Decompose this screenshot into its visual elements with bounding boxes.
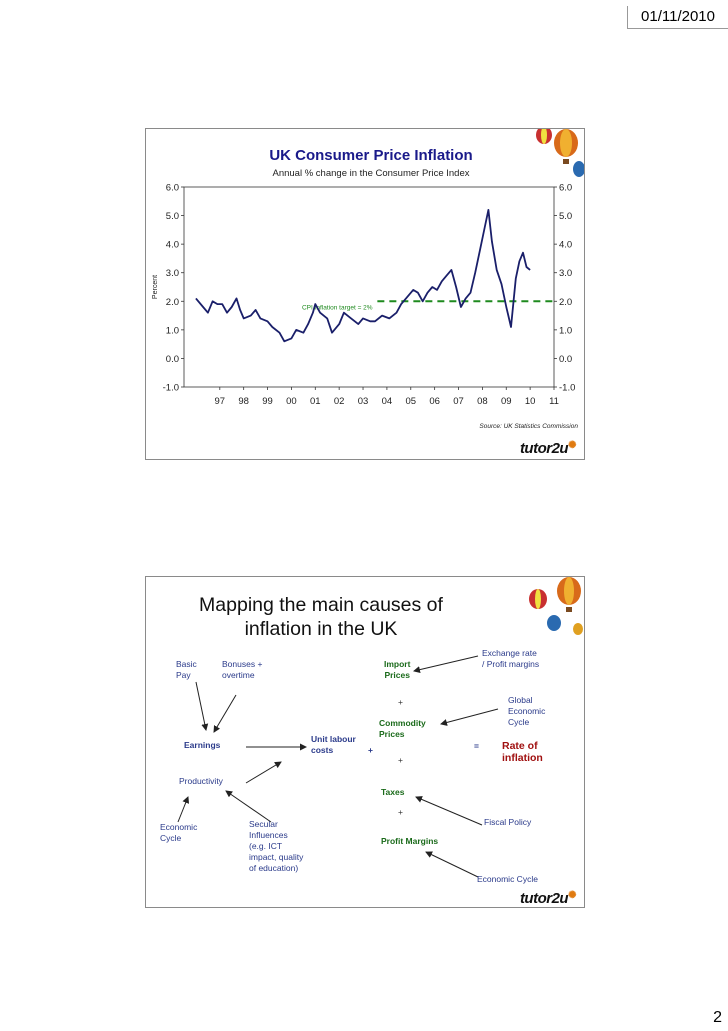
x-tick-label: 07	[453, 396, 464, 407]
sun-icon: ✺	[568, 890, 576, 901]
y-tick-label-left: 6.0	[165, 182, 179, 194]
chart-title: UK Consumer Price Inflation	[269, 147, 473, 164]
arrow-productivity-unitlabour	[246, 762, 281, 783]
y-tick-label-right: 3.0	[559, 268, 573, 280]
arrow-basic-pay-earnings	[196, 682, 206, 730]
node-basic-pay: Basic Pay	[176, 659, 197, 680]
y-tick-label-right: 2.0	[559, 296, 573, 308]
node-unit-labour-costs: Unit labour costs	[311, 734, 356, 755]
arrow-secular-productivity	[226, 791, 271, 822]
x-tick-label: 10	[524, 396, 536, 407]
node-economic-cycle-left: Economic Cycle	[160, 822, 198, 843]
x-tick-label: 00	[286, 396, 297, 407]
tutor2u-logo-text: tutor2u	[519, 440, 569, 457]
y-tick-label-left: 0.0	[165, 353, 179, 365]
x-tick-label: 11	[549, 396, 559, 407]
node-economic-cycle-right: Economic Cycle	[477, 874, 538, 884]
tutor2u-logo-text: tutor2u	[519, 890, 569, 907]
page-number: 2	[713, 1009, 722, 1026]
node-plus-3: +	[398, 807, 403, 817]
y-tick-label-left: 2.0	[165, 296, 179, 308]
x-tick-label: 01	[310, 396, 321, 407]
y-tick-label-right: 4.0	[559, 239, 573, 251]
chart-subtitle: Annual % change in the Consumer Price Index	[272, 168, 470, 179]
plot-area-frame	[184, 187, 554, 387]
arrow-exchange-import	[414, 656, 478, 671]
x-tick-label: 06	[429, 396, 440, 407]
x-tick-label: 03	[357, 396, 369, 407]
node-exchange-rate: Exchange rate / Profit margins	[482, 648, 540, 669]
x-tick-label: 05	[405, 396, 417, 407]
cpi-target-label: CPI Inflation target = 2%	[301, 304, 373, 312]
y-tick-label-left: 4.0	[165, 239, 179, 251]
arrow-fiscal-taxes	[416, 797, 482, 825]
y-tick-label-left: 1.0	[165, 325, 179, 337]
node-global-cycle: Global Economic Cycle	[508, 695, 546, 727]
node-equals: =	[474, 741, 479, 751]
node-secular-influences: Secular Influences (e.g. ICT impact, quality of education)	[249, 819, 304, 873]
sun-icon: ✺	[568, 440, 576, 451]
map-title: Mapping the main causes of inflation in the UK	[199, 594, 443, 640]
node-commodity-prices: Commodity Prices	[379, 718, 426, 739]
y-tick-label-right: -1.0	[559, 382, 576, 394]
node-earnings: Earnings	[184, 740, 221, 750]
x-tick-label: 97	[214, 396, 226, 407]
x-tick-label: 08	[477, 396, 488, 407]
y-tick-label-left: 5.0	[165, 211, 179, 223]
y-tick-label-right: 5.0	[559, 211, 573, 223]
tutor2u-logo	[520, 440, 576, 457]
node-bonuses: Bonuses + overtime	[222, 659, 263, 680]
x-tick-label: 04	[381, 396, 393, 407]
slide-cpi-chart	[145, 128, 585, 460]
node-plus-1: +	[398, 697, 403, 707]
arrow-econcycle-productivity	[178, 797, 188, 822]
y-tick-label-right: 6.0	[559, 182, 573, 194]
node-rate-of-inflation: Rate of inflation	[502, 740, 543, 764]
y-tick-label-left: 3.0	[165, 268, 179, 280]
x-tick-label: 02	[333, 396, 345, 407]
x-tick-label: 99	[262, 396, 273, 407]
node-taxes: Taxes	[381, 787, 405, 797]
chart-source: Source: UK Statistics Commission	[479, 423, 578, 430]
x-tick-label: 09	[500, 396, 512, 407]
y-tick-label-right: 1.0	[559, 325, 573, 337]
header-date: 01/11/2010	[627, 6, 728, 29]
y-tick-label-right: 0.0	[559, 353, 573, 365]
node-fiscal-policy: Fiscal Policy	[484, 817, 532, 827]
y-axis-label: Percent	[152, 274, 159, 300]
cpi-line-chart	[146, 129, 584, 459]
x-tick-label: 98	[238, 396, 249, 407]
cpi-series-line	[196, 210, 530, 341]
node-plus-main: +	[368, 745, 373, 755]
arrow-econcycle-profit	[426, 852, 478, 877]
tutor2u-logo	[520, 890, 576, 907]
arrow-bonuses-earnings	[214, 695, 236, 732]
node-import-prices: Import Prices	[384, 659, 411, 680]
node-profit-margins: Profit Margins	[381, 836, 439, 846]
arrow-global-commodity	[441, 709, 498, 724]
y-tick-label-left: -1.0	[162, 382, 179, 394]
node-plus-2: +	[398, 755, 403, 765]
slide-causes-map	[145, 576, 585, 908]
node-productivity: Productivity	[179, 776, 223, 786]
